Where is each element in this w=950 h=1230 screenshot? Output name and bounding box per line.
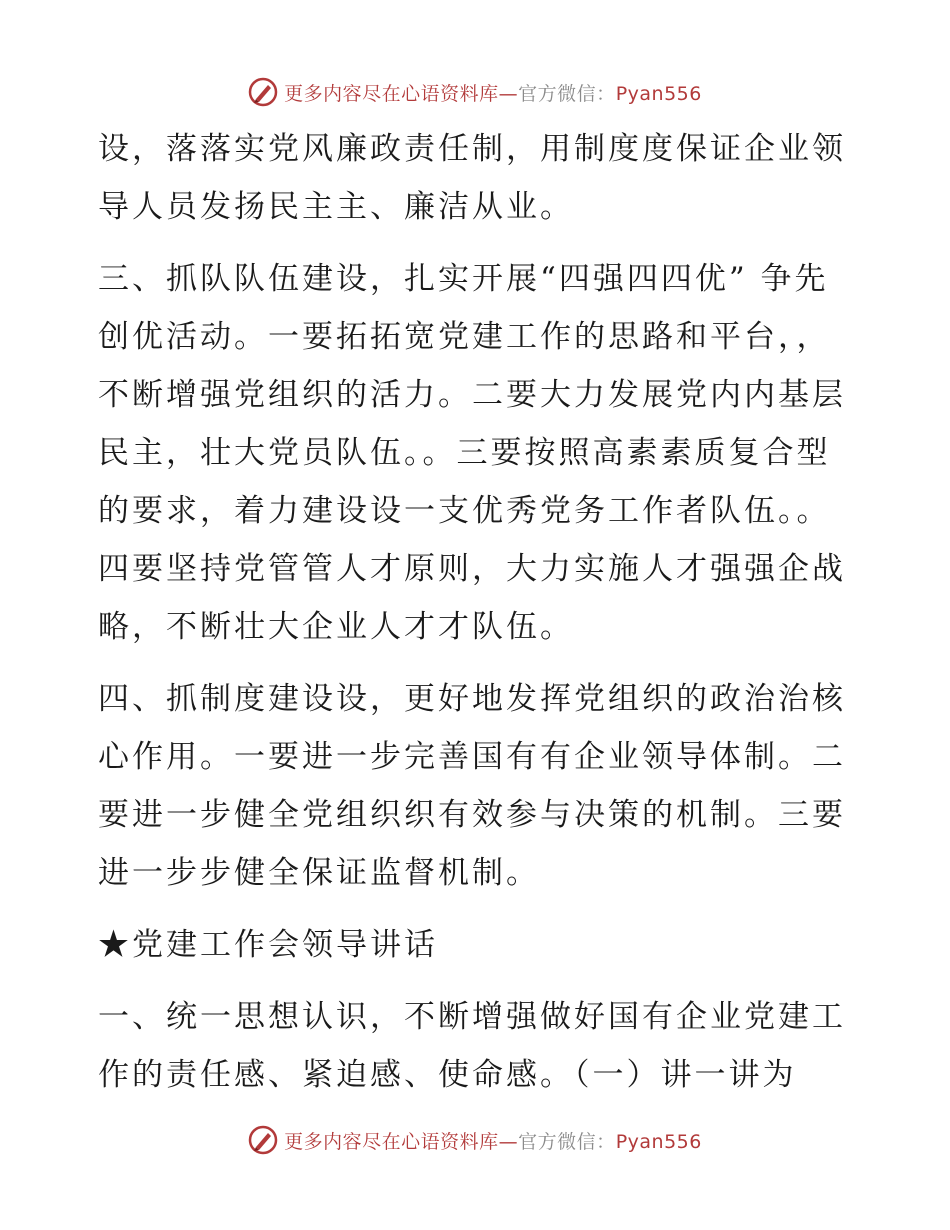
paragraph-section-three: 三、抓队队伍建设，扎实开展“四强四四优” 争先创优活动。一要拓拓宽党建工作的思路和平台，，不断增强党组织的活力。二要大力发展党内内基层民主，壮大党员队伍。。三要按照高素素质复合型的要求，着力建设设一支优秀党务工作者队伍。。四要坚持党管管人才原则，大力实施人才强强企战略，不断壮大企业人才才队伍。	[98, 261, 846, 645]
paragraph-continuation: 设，落落实党风廉政责任制，用制度度保证企业领导人员发扬民主主、廉洁从业。	[98, 131, 846, 225]
watermark-official: 官方微信：	[518, 1130, 616, 1153]
paragraph-section-four: 四、抓制度建设设，更好地发挥党组织的政治治核心作用。一要进一步完善国有有企业领导体制。二要进一步健全党组织织有效参与决策的机制。三要进一步步健全保证监督机制。	[98, 681, 846, 891]
pen-logo-icon	[248, 77, 278, 107]
watermark-wechat-id: Pyan556	[615, 82, 702, 105]
watermark-dash: —	[498, 82, 519, 105]
watermark-brand: 更多内容尽在心语资料库	[284, 1130, 499, 1153]
document-body	[98, 120, 858, 1104]
watermark-official: 官方微信：	[518, 82, 616, 105]
watermark-text	[284, 79, 702, 106]
section-heading: ★党建工作会领导讲话	[98, 927, 438, 963]
paragraph-section-one: 一、统一思想认识，不断增强做好国有企业党建工作的责任感、紧迫感、使命感。（一）讲一讲为	[98, 999, 846, 1093]
header-watermark	[0, 72, 950, 112]
watermark-wechat-id: Pyan556	[615, 1130, 702, 1153]
watermark-text	[284, 1127, 702, 1154]
pen-logo-icon	[248, 1125, 278, 1155]
watermark-brand: 更多内容尽在心语资料库	[284, 82, 499, 105]
watermark-dash: —	[498, 1130, 519, 1153]
footer-watermark	[0, 1120, 950, 1160]
